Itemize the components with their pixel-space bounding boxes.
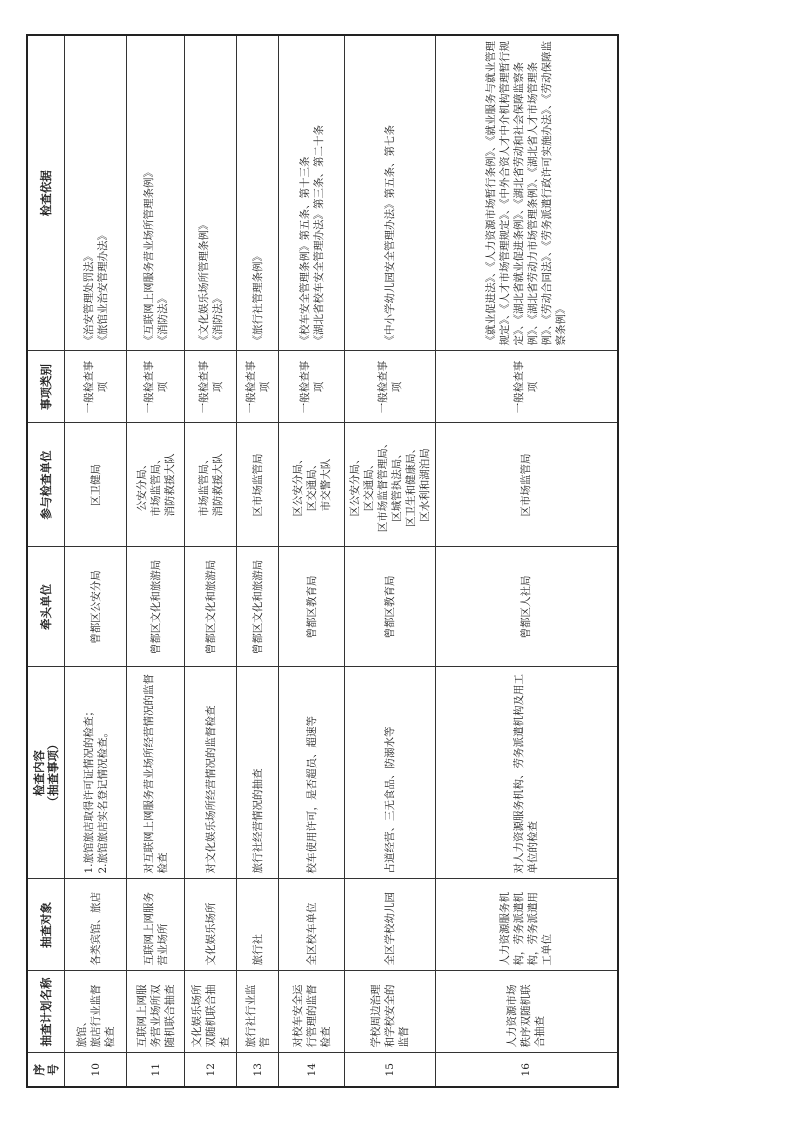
cell-participants: 区公安分局、 区交通局、 市交警大队: [279, 423, 345, 547]
header-category: 事项类别: [27, 351, 65, 423]
cell-lead: 曾都区文化和旅游局: [185, 547, 237, 667]
cell-basis: 《互联网上网服务营业场所管理条例》 《消防法》: [127, 35, 185, 351]
cell-category: 一般检查事项: [237, 351, 279, 423]
table-row: [127, 35, 185, 1087]
header-row: [27, 35, 65, 1087]
cell-seq: 13: [237, 1053, 279, 1087]
cell-content: 对文化娱乐场所经营情况的监督检查: [185, 667, 237, 879]
cell-category: 一般检查事项: [279, 351, 345, 423]
cell-category: 一般检查事项: [185, 351, 237, 423]
header-object: 抽查对象: [27, 879, 65, 971]
cell-participants: 市场监管局、 消防救援大队: [185, 423, 237, 547]
cell-content: 对人力资源服务机构、劳务派遣机构及用工单位的检查: [436, 667, 618, 879]
cell-plan: 对校车安全运行管理的监督检查: [279, 971, 345, 1053]
cell-participants: 区市场监管局: [237, 423, 279, 547]
cell-seq: 16: [436, 1053, 618, 1087]
cell-content: 旅行社经营情况的抽查: [237, 667, 279, 879]
cell-content: 对互联网上网服务营业场所经营情况的监督检查: [127, 667, 185, 879]
cell-category: 一般检查事项: [127, 351, 185, 423]
cell-seq: 11: [127, 1053, 185, 1087]
header-seq: 序号: [27, 1053, 65, 1087]
cell-lead: 曾都区文化和旅游局: [237, 547, 279, 667]
cell-basis: 《旅行社管理条例》: [237, 35, 279, 351]
cell-object: 文化娱乐场所: [185, 879, 237, 971]
cell-seq: 10: [65, 1053, 127, 1087]
cell-basis: 《文化娱乐场所管理条例》 《消防法》: [185, 35, 237, 351]
cell-content: 占道经营、三无食品、防溺水等: [345, 667, 436, 879]
cell-basis: 《校车安全管理条例》第五条、第十三条 《湖北省校车安全管理办法》第三条、第二十条: [279, 35, 345, 351]
cell-plan: 旅行社行业监管: [237, 971, 279, 1053]
cell-basis: 《就业促进法》、《人力资源市场暂行条例》、《就业服务与就业管理规定》、《人才市场管理规定》、《中外合资人才中介机构管理暂行规定》、《湖北省就业促进条例》、《湖北省劳动和社会保障监察条例》、《湖北省劳动力市场管理条例》、《湖北省人才市场管理条例》、《劳动合同法》、《劳务派遣行政许可实施办法》、《劳动保障监察条例》: [436, 35, 618, 351]
cell-object: 各类宾馆、旅店: [65, 879, 127, 971]
cell-seq: 14: [279, 1053, 345, 1087]
header-basis: 检查依据: [27, 35, 65, 351]
cell-lead: 曾都区人社局: [436, 547, 618, 667]
cell-participants: 公安分局、 市场监管局、 消防救援大队: [127, 423, 185, 547]
cell-category: 一般检查事项: [345, 351, 436, 423]
cell-category: 一般检查事项: [65, 351, 127, 423]
cell-seq: 15: [345, 1053, 436, 1087]
cell-lead: 曾都区教育局: [345, 547, 436, 667]
table-row: [345, 35, 436, 1087]
header-participants: 参与检查单位: [27, 423, 65, 547]
cell-plan: 人力资源市场秩序双随机联合抽查: [436, 971, 618, 1053]
header-plan: 抽查计划名称: [27, 971, 65, 1053]
cell-lead: 曾都区公安分局: [65, 547, 127, 667]
cell-seq: 12: [185, 1053, 237, 1087]
cell-plan: 互联网上网服务营业场所双随机联合抽查: [127, 971, 185, 1053]
cell-basis: 《治安管理处罚法》 《旅馆业治安管理办法》: [65, 35, 127, 351]
table-row: [185, 35, 237, 1087]
cell-plan: 学校周边治理和学校安全的监督: [345, 971, 436, 1053]
cell-plan: 文化娱乐场所双随机联合抽查: [185, 971, 237, 1053]
cell-participants: 区市场监管局: [436, 423, 618, 547]
table-row: [279, 35, 345, 1087]
cell-object: 全区学校幼儿园: [345, 879, 436, 971]
table-row: [65, 35, 127, 1087]
rotated-table-sheet: [26, 36, 604, 1088]
cell-object: 互联网上网服务营业场所: [127, 879, 185, 971]
cell-content: 校车使用许可，是否超员、超速等: [279, 667, 345, 879]
cell-object: 全区校车单位: [279, 879, 345, 971]
table-row: [436, 35, 618, 1087]
table-row: [237, 35, 279, 1087]
header-lead: 牵头单位: [27, 547, 65, 667]
cell-object: 旅行社: [237, 879, 279, 971]
cell-category: 一般检查事项: [436, 351, 618, 423]
cell-lead: 曾都区教育局: [279, 547, 345, 667]
cell-basis: 《中小学幼儿园安全管理办法》第五条、第七条: [345, 35, 436, 351]
cell-participants: 区公安分局、 区交通局、 区市场监督管理局、 区城管执法局、 区卫生和健康局、 区水利和湖泊局: [345, 423, 436, 547]
cell-participants: 区卫健局: [65, 423, 127, 547]
cell-plan: 旅馆、 旅店行业监督检查: [65, 971, 127, 1053]
inspection-table: [26, 34, 619, 1088]
cell-content: 1.旅馆旅店取得许可证情况的检查； 2.旅馆旅店实名登记情况检查。: [65, 667, 127, 879]
cell-lead: 曾都区文化和旅游局: [127, 547, 185, 667]
header-content: 检查内容 （抽查事项）: [27, 667, 65, 879]
cell-object: 人力资源服务机构，劳务派遣机构，劳务派遣用工单位: [436, 879, 618, 971]
